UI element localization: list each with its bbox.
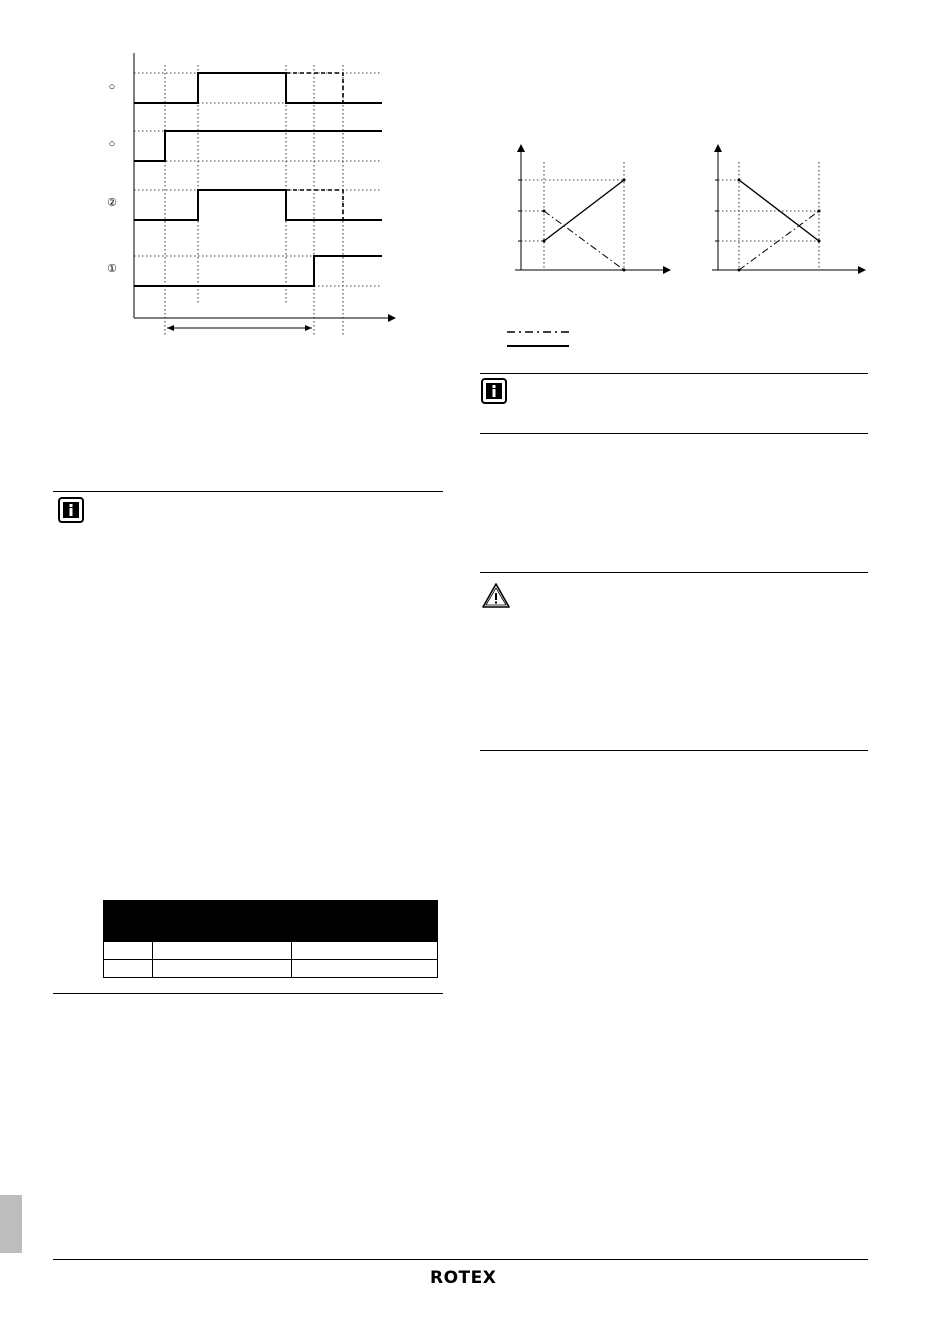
table-header-cell: [153, 901, 292, 942]
rotex-logo: ROTEX: [430, 1268, 497, 1288]
crossover-chart-left: [505, 140, 680, 280]
divider: [480, 433, 868, 434]
table-cell: [292, 960, 438, 978]
table-cell: [153, 960, 292, 978]
info-icon: [58, 497, 84, 523]
divider: [480, 373, 868, 374]
settings-table: [103, 900, 438, 978]
table-header-cell: [292, 901, 438, 942]
signal-label-4: ①: [107, 263, 117, 275]
chart-legend: [505, 325, 575, 355]
table-cell: [104, 960, 153, 978]
table-row: [104, 942, 438, 960]
side-tab: [0, 1195, 22, 1253]
table-cell: [104, 942, 153, 960]
timing-diagram-svg: [120, 45, 400, 345]
divider: [480, 750, 868, 751]
signal-label-2: ○: [108, 138, 116, 150]
divider: [480, 572, 868, 573]
signal-label-1: ○: [108, 81, 116, 93]
signal-label-3: ②: [107, 197, 117, 209]
table-cell: [153, 942, 292, 960]
warning-icon: [481, 582, 511, 609]
divider: [53, 993, 443, 994]
table-cell: [292, 942, 438, 960]
crossover-chart-right: [700, 140, 875, 280]
table-header-cell: [104, 901, 153, 942]
info-icon: [481, 378, 507, 404]
divider: [53, 491, 443, 492]
table-row: [104, 960, 438, 978]
table-header-row: [104, 901, 438, 942]
footer-divider: [53, 1259, 868, 1260]
